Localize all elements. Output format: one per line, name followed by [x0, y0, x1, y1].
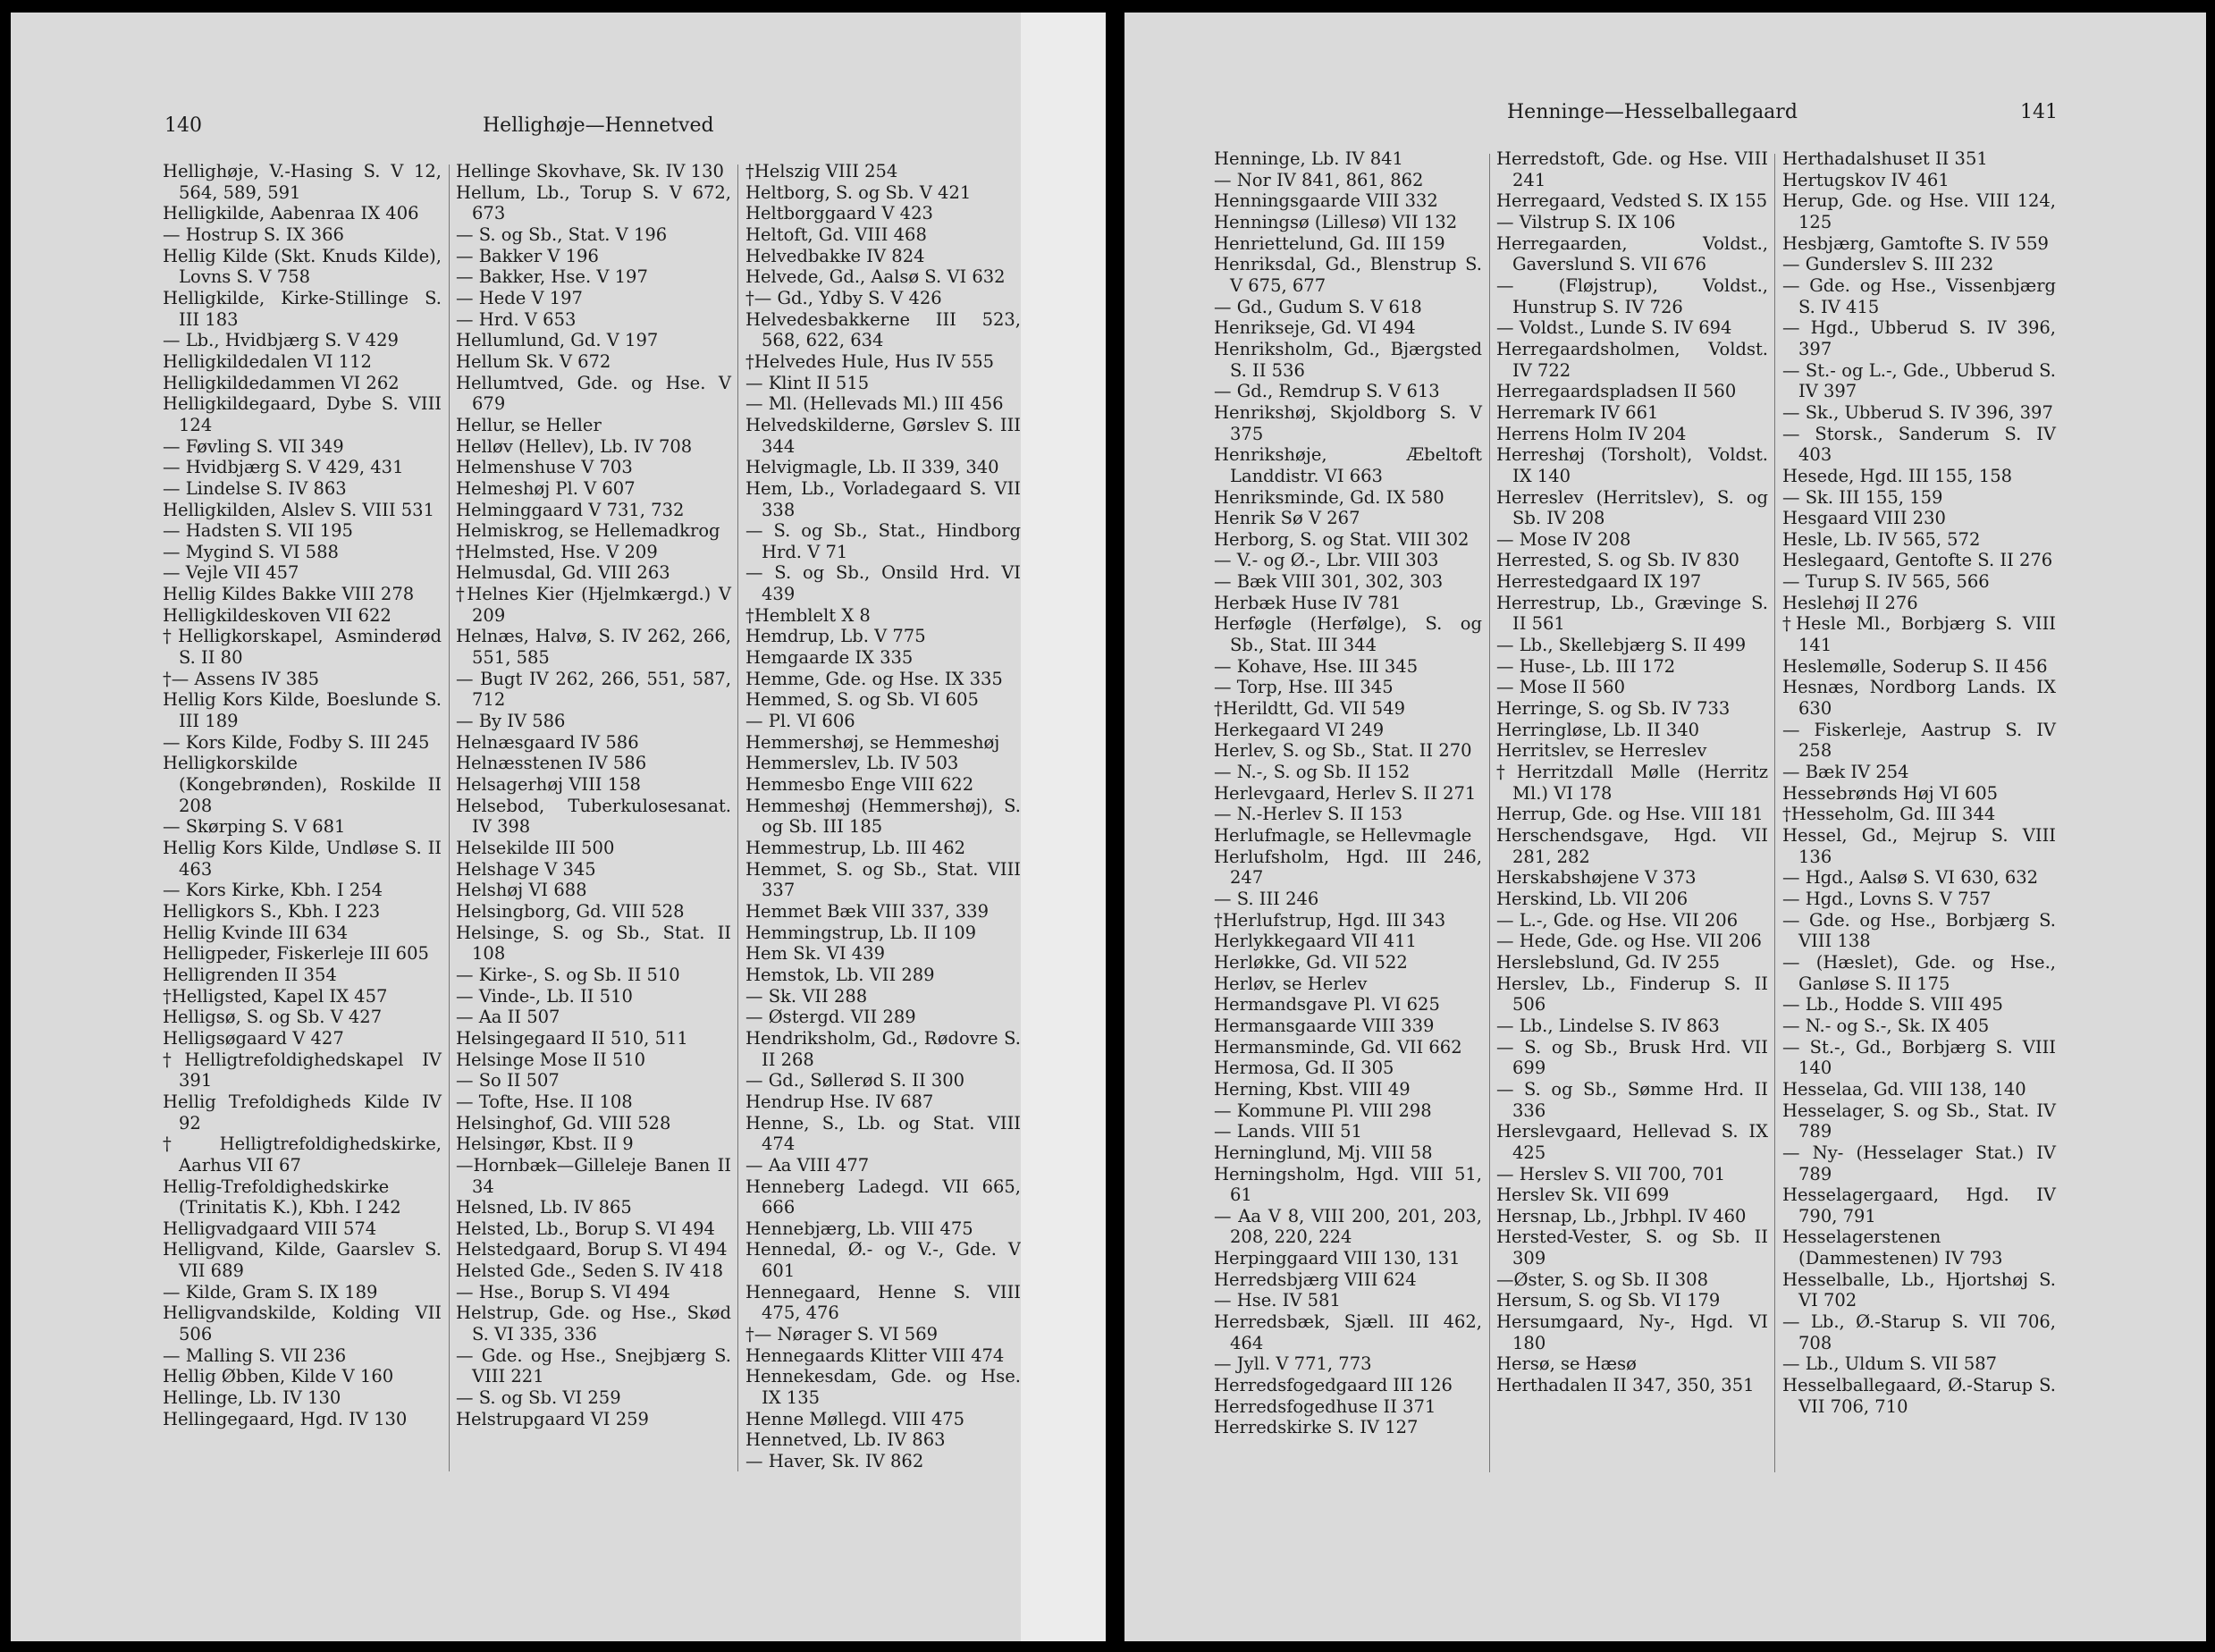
index-entry: Henneberg Ladegd. VII 665, 666 — [745, 1176, 1021, 1218]
index-entry: Hellig Kildes Bakke VIII 278 — [163, 584, 415, 605]
index-entry: Hemmestrup, Lb. III 462 — [745, 838, 966, 858]
index-entry: — Kilde, Gram S. IX 189 — [163, 1281, 378, 1302]
index-entry: Helligkors S., Kbh. I 223 — [163, 900, 381, 922]
index-entry: Hendriksholm, Gd., Rødovre S. II 268 — [745, 1027, 1021, 1070]
index-entry: Herregaardspladsen II 560 — [1496, 381, 1737, 402]
index-entry: Hessel, Gd., Mejrup S. VIII 136 — [1782, 825, 2056, 867]
index-entry: Helshage V 345 — [456, 858, 596, 880]
index-entry: — Aa V 8, VIII 200, 201, 203, 208, 220, 224 — [1214, 1205, 1482, 1248]
index-entry: — Nor IV 841, 861, 862 — [1214, 169, 1424, 190]
column-rule — [1489, 154, 1490, 1472]
index-entry: — Voldst., Lunde S. IV 694 — [1496, 317, 1732, 339]
index-entry: Hemmerslev, Lb. IV 503 — [745, 753, 959, 774]
index-column — [163, 161, 442, 1429]
index-entry: — Aa VIII 477 — [745, 1154, 870, 1176]
index-entry: — S. III 246 — [1214, 888, 1319, 909]
index-entry: Herningsholm, Hgd. VIII 51, 61 — [1214, 1163, 1482, 1206]
index-entry: — Lb., Ø.-Starup S. VII 706, 708 — [1782, 1311, 2056, 1353]
index-entry: — S. og Sb., Onsild Hrd. VI 439 — [745, 562, 1021, 605]
index-entry: — Gd., Remdrup S. V 613 — [1214, 381, 1440, 402]
index-entry: Herrens Holm IV 204 — [1496, 423, 1687, 444]
index-entry: — Gde. og Hse., Borbjærg S. VIII 138 — [1782, 909, 2056, 952]
index-entry: Hersnap, Lb., Jrbhpl. IV 460 — [1496, 1205, 1747, 1226]
index-entry: Heltoft, Gd. VIII 468 — [745, 223, 927, 245]
index-entry: Herskind, Lb. VII 206 — [1496, 888, 1689, 909]
page-number: 140 — [164, 114, 202, 137]
index-entry: — Vilstrup S. IX 106 — [1496, 211, 1676, 232]
index-entry: Herslebslund, Gd. IV 255 — [1496, 951, 1721, 973]
index-entry: — St.-, Gd., Borbjærg S. VIII 140 — [1782, 1036, 2056, 1079]
index-entry: — Hostrup S. IX 366 — [163, 223, 344, 245]
index-entry: Hermansminde, Gd. VII 662 — [1214, 1036, 1462, 1058]
index-entry: Heslegaard, Gentofte S. II 276 — [1782, 550, 2053, 571]
index-entry: Hemmet Bæk VIII 337, 339 — [745, 900, 990, 922]
index-entry: — Gde. og Hse., Snejbjærg S. VIII 221 — [456, 1344, 731, 1387]
index-entry: Helligkildeskoven VII 622 — [163, 604, 392, 626]
index-entry: Helligsøgaard V 427 — [163, 1027, 344, 1049]
index-entry: Herskabshøjene V 373 — [1496, 867, 1697, 889]
index-entry: Hellig Kors Kilde, Undløse S. II 463 — [163, 838, 442, 880]
index-entry: Herlufmagle, se Hellevmagle — [1214, 825, 1472, 846]
index-column — [1496, 148, 1768, 1396]
index-entry: Hellig-Trefoldighedskirke (Trinitatis K.), Kbh. I 242 — [163, 1176, 401, 1218]
index-entry: — Kirke-, S. og Sb. II 510 — [456, 964, 680, 985]
index-entry: Helligvand, Kilde, Gaarslev S. VII 689 — [163, 1239, 442, 1282]
index-entry: — Ny- (Hesselager Stat.) IV 789 — [1782, 1142, 2056, 1184]
running-head: Hellighøje—Hennetved — [483, 114, 714, 137]
index-entry: — Sk. III 155, 159 — [1782, 486, 1943, 508]
index-entry: Herpinggaard VIII 130, 131 — [1214, 1248, 1461, 1269]
index-entry: Hesbjærg, Gamtofte S. IV 559 — [1782, 232, 2049, 254]
index-entry: Hennekesdam, Gde. og Hse. IX 135 — [745, 1366, 1021, 1409]
index-entry: Helsinge Mose II 510 — [456, 1049, 646, 1070]
index-column — [745, 161, 1021, 1472]
index-entry: Hermosa, Gd. II 305 — [1214, 1058, 1394, 1079]
index-entry: Henrikshøje, Æbeltoft Landdistr. VI 663 — [1214, 444, 1482, 486]
index-entry: — S. og Sb., Stat. V 196 — [456, 223, 668, 245]
index-entry: Helsinghof, Gd. VIII 528 — [456, 1112, 671, 1134]
index-entry: Herringløse, Lb. II 340 — [1496, 719, 1700, 740]
index-entry: Henninge, Lb. IV 841 — [1214, 148, 1403, 169]
index-entry: — Gd., Søllerød S. II 300 — [745, 1070, 965, 1092]
index-entry: — Gd., Gudum S. V 618 — [1214, 296, 1422, 317]
index-entry: †Helnes Kier (Hjelmkærgd.) V 209 — [456, 584, 731, 626]
index-entry: Helligkilde, Aabenraa IX 406 — [163, 203, 419, 224]
index-entry: Herlykkegaard VII 411 — [1214, 931, 1417, 952]
right-page — [1124, 13, 2206, 1641]
index-entry: Hemmesbo Enge VIII 622 — [745, 774, 974, 796]
index-entry: — Pl. VI 606 — [745, 711, 855, 732]
index-entry: — Fiskerleje, Aastrup S. IV 258 — [1782, 719, 2056, 762]
index-entry: †Helligtrefoldighedskapel IV 391 — [163, 1049, 442, 1092]
index-entry: Henriksholm, Gd., Bjærgsted S. II 536 — [1214, 338, 1482, 381]
index-entry: Helshøj VI 688 — [456, 880, 587, 901]
index-entry: — (Hæslet), Gde. og Hse., Ganløse S. II 175 — [1782, 951, 2056, 994]
index-entry: Herrestrup, Lb., Grævinge S. II 561 — [1496, 592, 1768, 635]
index-entry: — Lands. VIII 51 — [1214, 1121, 1362, 1142]
index-entry: — Sk. VII 288 — [745, 985, 868, 1007]
index-entry: Helsingegaard II 510, 511 — [456, 1027, 688, 1049]
index-entry: Hellumtved, Gde. og Hse. V 679 — [456, 372, 731, 415]
index-entry: Henrikshøj, Skjoldborg S. V 375 — [1214, 401, 1482, 444]
index-entry: Hersted-Vester, S. og Sb. II 309 — [1496, 1226, 1768, 1269]
column-rule — [1774, 154, 1775, 1472]
index-entry: — By IV 586 — [456, 711, 566, 732]
index-entry: Herredskirke S. IV 127 — [1214, 1417, 1419, 1438]
index-entry: Helligkorskilde (Kongebrønden), Roskilde II 208 — [163, 753, 442, 816]
column-rule — [449, 164, 450, 1471]
index-entry: Hennedal, Ø.- og V.-, Gde. V 601 — [745, 1239, 1021, 1282]
index-entry: Herning, Kbst. VIII 49 — [1214, 1078, 1411, 1100]
index-entry: — Mose II 560 — [1496, 677, 1625, 698]
index-entry: Helligvadgaard VIII 574 — [163, 1218, 377, 1239]
index-entry: Hellig Kvinde III 634 — [163, 922, 349, 943]
index-entry: Helløv (Hellev), Lb. IV 708 — [456, 435, 693, 457]
index-entry: Herregaarden, Voldst., Gaverslund S. VII 676 — [1496, 232, 1768, 275]
index-entry: Helligkildegaard, Dybe S. VIII 124 — [163, 393, 442, 435]
index-entry: — S. og Sb. VI 259 — [456, 1387, 621, 1409]
index-entry: Helstrup, Gde. og Hse., Skød S. VI 335, 336 — [456, 1302, 731, 1345]
index-entry: Helligkilden, Alslev S. VIII 531 — [163, 499, 434, 520]
index-entry: Helnæsstenen IV 586 — [456, 753, 647, 774]
index-entry: Hennebjærg, Lb. VIII 475 — [745, 1218, 973, 1239]
index-entry: — Hrd. V 653 — [456, 308, 577, 330]
index-entry: Herredsbæk, Sjæll. III 462, 464 — [1214, 1311, 1482, 1353]
index-entry: †Hesle Ml., Borbjærg S. VIII 141 — [1782, 613, 2056, 656]
index-entry: — Gde. og Hse., Vissenbjærg S. IV 415 — [1782, 274, 2056, 317]
index-entry: — (Fløjstrup), Voldst., Hunstrup S. IV 726 — [1496, 274, 1768, 317]
index-entry: — Sk., Ubberud S. IV 396, 397 — [1782, 401, 2053, 423]
index-entry: Herup, Gde. og Hse. VIII 124, 125 — [1782, 190, 2056, 232]
index-entry: — Bæk IV 254 — [1782, 762, 1909, 783]
index-entry: Hesselagergaard, Hgd. IV 790, 791 — [1782, 1184, 2056, 1226]
index-entry: Herslev Sk. VII 699 — [1496, 1184, 1670, 1206]
index-entry: †Hesseholm, Gd. III 344 — [1782, 804, 1996, 825]
index-column — [1782, 148, 2056, 1417]
left-page — [11, 13, 1021, 1641]
index-entry: — Klint II 515 — [745, 372, 870, 393]
index-entry: — Bæk VIII 301, 302, 303 — [1214, 571, 1444, 593]
index-entry: Helligrenden II 354 — [163, 964, 337, 985]
index-entry: Herthadalshuset II 351 — [1782, 148, 1988, 169]
index-entry: Herregaardsholmen, Voldst. IV 722 — [1496, 338, 1768, 381]
index-entry: Helligsø, S. og Sb. V 427 — [163, 1007, 383, 1028]
index-entry: — Gunderslev S. III 232 — [1782, 254, 1994, 275]
index-entry: — Tofte, Hse. II 108 — [456, 1091, 633, 1112]
index-entry: — Kors Kirke, Kbh. I 254 — [163, 880, 383, 901]
index-entry: — Ml. (Hellevads Ml.) III 456 — [745, 393, 1004, 415]
index-entry: Heltborg, S. og Sb. V 421 — [745, 181, 972, 203]
index-entry: Hertugskov IV 461 — [1782, 169, 1950, 190]
index-entry: Helstedgaard, Borup S. VI 494 — [456, 1239, 728, 1260]
index-entry: — Aa II 507 — [456, 1007, 560, 1028]
index-entry: Helligkildedalen VI 112 — [163, 350, 372, 372]
index-entry: Hellighøje, V.-Hasing S. V 12, 564, 589, 591 — [163, 161, 442, 203]
index-entry: Helligkildedammen VI 262 — [163, 372, 400, 393]
index-entry: — Skørping S. V 681 — [163, 816, 346, 838]
index-entry: Hemstok, Lb. VII 289 — [745, 964, 935, 985]
index-entry: †— Assens IV 385 — [163, 668, 320, 689]
page-number: 141 — [2020, 101, 2058, 123]
index-entry: †Herlufstrup, Hgd. III 343 — [1214, 909, 1446, 931]
index-entry: Hellinge Skovhave, Sk. IV 130 — [456, 161, 724, 181]
index-entry: Helsinge, S. og Sb., Stat. II 108 — [456, 922, 731, 965]
index-entry: Hermansgaarde VIII 339 — [1214, 1015, 1435, 1036]
index-entry: Henne Møllegd. VIII 475 — [745, 1408, 965, 1429]
index-entry: — Lb., Hvidbjærg S. V 429 — [163, 330, 399, 351]
index-entry: Henriksminde, Gd. IX 580 — [1214, 486, 1444, 508]
index-entry: — Hse., Borup S. VI 494 — [456, 1281, 670, 1302]
index-entry: Herreshøj (Torsholt), Voldst. IX 140 — [1496, 444, 1768, 486]
index-entry: Hessebrønds Høj VI 605 — [1782, 782, 1999, 804]
index-entry: — S. og Sb., Sømme Hrd. II 336 — [1496, 1078, 1768, 1121]
index-entry: Herlev, S. og Sb., Stat. II 270 — [1214, 740, 1472, 762]
index-entry: Hem Sk. VI 439 — [745, 943, 886, 965]
index-entry: Heslehøj II 276 — [1782, 592, 1918, 613]
index-entry: Herslevgaard, Hellevad S. IX 425 — [1496, 1121, 1768, 1163]
index-entry: — N.-, S. og Sb. II 152 — [1214, 762, 1411, 783]
index-entry: Hemmingstrup, Lb. II 109 — [745, 922, 977, 943]
index-entry: — So II 507 — [456, 1070, 560, 1092]
index-entry: — Hede, Gde. og Hse. VII 206 — [1496, 931, 1762, 952]
index-entry: — Mose IV 208 — [1496, 528, 1631, 550]
index-entry: — Hgd., Ubberud S. IV 396, 397 — [1782, 317, 2056, 359]
index-entry: Herrested, S. og Sb. IV 830 — [1496, 550, 1739, 571]
index-entry: Henrik Sø V 267 — [1214, 508, 1360, 529]
index-entry: Hemdrup, Lb. V 775 — [745, 626, 926, 647]
index-entry: — Vejle VII 457 — [163, 562, 299, 584]
page-gutter — [1021, 13, 1106, 1641]
index-entry: — S. og Sb., Brusk Hrd. VII 699 — [1496, 1036, 1768, 1079]
index-entry: — Kohave, Hse. III 345 — [1214, 655, 1419, 677]
index-entry: †— Nørager S. VI 569 — [745, 1324, 939, 1345]
index-entry: Helsned, Lb. IV 865 — [456, 1197, 632, 1218]
index-entry: Herregaard, Vedsted S. IX 155 — [1496, 190, 1768, 212]
index-entry: Helnæsgaard IV 586 — [456, 731, 639, 753]
index-entry: — Lb., Skellebjærg S. II 499 — [1496, 635, 1747, 656]
index-entry: Hemme, Gde. og Hse. IX 335 — [745, 668, 1003, 689]
index-entry: Helligkilde, Kirke-Stillinge S. III 183 — [163, 287, 442, 330]
index-entry: Herlufsholm, Hgd. III 246, 247 — [1214, 846, 1482, 889]
index-entry: Herslev, Lb., Finderup S. II 506 — [1496, 973, 1768, 1016]
index-entry: Henningsø (Lillesø) VII 132 — [1214, 211, 1458, 232]
index-entry: Herbæk Huse IV 781 — [1214, 592, 1402, 613]
index-entry: Hemmershøj, se Hemmeshøj — [745, 731, 1000, 753]
index-entry: Helsagerhøj VIII 158 — [456, 774, 641, 796]
index-entry: Hemmeshøj (Hemmershøj), S. og Sb. III 185 — [745, 795, 1021, 838]
index-entry: — Kommune Pl. VIII 298 — [1214, 1100, 1432, 1121]
index-entry: Helsebod, Tuberkulosesanat. IV 398 — [456, 795, 731, 838]
index-entry: — S. og Sb., Stat., Hindborg Hrd. V 71 — [745, 520, 1021, 562]
index-entry: — Hgd., Aalsø S. VI 630, 632 — [1782, 867, 2039, 889]
index-entry: — St.- og L.-, Gde., Ubberud S. IV 397 — [1782, 359, 2056, 402]
column-rule — [737, 164, 738, 1471]
index-entry: Helsingborg, Gd. VIII 528 — [456, 900, 685, 922]
index-entry: — Storsk., Sanderum S. IV 403 — [1782, 423, 2056, 466]
index-entry: Hermandsgave Pl. VI 625 — [1214, 994, 1440, 1016]
index-entry: Hersø, se Hæsø — [1496, 1353, 1637, 1375]
index-entry: Hennegaards Klitter VIII 474 — [745, 1344, 1005, 1366]
index-entry: †Helvedes Hule, Hus IV 555 — [745, 350, 995, 372]
index-entry: †Helligsted, Kapel IX 457 — [163, 985, 388, 1007]
index-entry: Herkegaard VI 249 — [1214, 719, 1385, 740]
index-entry: Helvedskilderne, Gørslev S. III 344 — [745, 414, 1021, 457]
index-entry: Hesle, Lb. IV 565, 572 — [1782, 528, 1981, 550]
index-entry: — Bugt IV 262, 266, 551, 587, 712 — [456, 668, 731, 711]
index-entry: Hellig Trefoldigheds Kilde IV 92 — [163, 1091, 442, 1134]
index-entry: †Helmsted, Hse. V 209 — [456, 541, 658, 562]
index-entry: — Hede V 197 — [456, 287, 583, 308]
index-entry: Helmenshuse V 703 — [456, 457, 633, 478]
index-entry: Herredsfogedhuse II 371 — [1214, 1395, 1436, 1417]
index-entry: — Kors Kilde, Fodby S. III 245 — [163, 731, 430, 753]
index-entry: Hellum, Lb., Torup S. V 672, 673 — [456, 181, 731, 224]
index-entry: Hellumlund, Gd. V 197 — [456, 330, 659, 351]
index-entry: — Bakker V 196 — [456, 245, 599, 266]
index-entry: Hesnæs, Nordborg Lands. IX 630 — [1782, 677, 2056, 720]
index-entry: Helmiskrog, se Hellemadkrog — [456, 520, 720, 542]
index-entry: Hem, Lb., Vorladegaard S. VII 338 — [745, 477, 1021, 520]
index-entry: — Østergd. VII 289 — [745, 1007, 916, 1028]
index-entry: Herremark IV 661 — [1496, 401, 1659, 423]
index-entry: Herredsfogedgaard III 126 — [1214, 1375, 1453, 1396]
index-entry: Hendrup Hse. IV 687 — [745, 1091, 934, 1112]
index-entry: — Bakker, Hse. V 197 — [456, 266, 648, 288]
index-entry: Hennegaard, Henne S. VIII 475, 476 — [745, 1281, 1021, 1324]
index-entry: — Lindelse S. IV 863 — [163, 477, 347, 499]
index-entry: — Hvidbjærg S. V 429, 431 — [163, 457, 404, 478]
index-entry: †Helligkorskapel, Asminderød S. II 80 — [163, 626, 442, 669]
index-entry: — Haver, Sk. IV 862 — [745, 1451, 924, 1472]
index-entry: — Vinde-, Lb. II 510 — [456, 985, 633, 1007]
index-entry: Hellur, se Heller — [456, 414, 602, 435]
index-entry: Henne, S., Lb. og Stat. VIII 474 — [745, 1112, 1021, 1155]
index-entry: — Herslev S. VII 700, 701 — [1496, 1163, 1726, 1184]
index-entry: Herthadalen II 347, 350, 351 — [1496, 1375, 1755, 1396]
index-entry: Helsingør, Kbst. II 9 — [456, 1134, 634, 1155]
index-entry: Herredstoft, Gde. og Hse. VIII 241 — [1496, 148, 1768, 190]
index-entry: Hesede, Hgd. III 155, 158 — [1782, 465, 2013, 486]
index-entry: Hellig Kilde (Skt. Knuds Kilde), Lovns S. V 758 — [163, 245, 442, 288]
index-column — [456, 161, 731, 1429]
index-entry: Herborg, S. og Stat. VIII 302 — [1214, 528, 1470, 550]
index-entry: Hesselballegaard, Ø.-Starup S. VII 706, 710 — [1782, 1375, 2056, 1417]
index-entry: Henriettelund, Gd. III 159 — [1214, 232, 1445, 254]
index-entry: Helstrupgaard VI 259 — [456, 1408, 649, 1429]
index-entry: Helligvandskilde, Kolding VII 506 — [163, 1302, 442, 1345]
index-entry: Herføgle (Herfølge), S. og Sb., Stat. III 344 — [1214, 613, 1482, 656]
index-entry: Helvedesbakkerne III 523, 568, 622, 634 — [745, 308, 1021, 351]
index-entry: —Hornbæk—Gilleleje Banen II 34 — [456, 1154, 731, 1197]
index-entry: — Torp, Hse. III 345 — [1214, 677, 1394, 698]
index-entry: — Malling S. VII 236 — [163, 1344, 347, 1366]
index-entry: —Øster, S. og Sb. II 308 — [1496, 1268, 1708, 1290]
index-entry: †Helligtrefoldighedskirke, Aarhus VII 67 — [163, 1134, 442, 1176]
index-entry: — Lb., Uldum S. VII 587 — [1782, 1353, 1998, 1375]
index-entry: Hersumgaard, Ny-, Hgd. VI 180 — [1496, 1311, 1768, 1353]
index-entry: Herrup, Gde. og Hse. VIII 181 — [1496, 804, 1764, 825]
index-entry: — Lb., Hodde S. VIII 495 — [1782, 994, 2003, 1016]
index-entry: Hesselballe, Lb., Hjortshøj S. VI 702 — [1782, 1268, 2056, 1311]
index-entry: — Jyll. V 771, 773 — [1214, 1353, 1372, 1375]
index-entry: — Hgd., Lovns S. V 757 — [1782, 888, 1992, 909]
index-entry: Herschendsgave, Hgd. VII 281, 282 — [1496, 825, 1768, 867]
index-entry: — L.-, Gde. og Hse. VII 206 — [1496, 909, 1739, 931]
index-entry: Herringe, S. og Sb. IV 733 — [1496, 698, 1731, 720]
index-entry: Helsekilde III 500 — [456, 838, 615, 858]
index-entry: Helsted, Lb., Borup S. VI 494 — [456, 1218, 715, 1239]
index-entry: Herlevgaard, Herlev S. II 271 — [1214, 782, 1477, 804]
index-entry: Heslemølle, Soderup S. II 456 — [1782, 655, 2048, 677]
index-entry: — Turup S. IV 565, 566 — [1782, 571, 1990, 593]
index-entry: Hemmet, S. og Sb., Stat. VIII 337 — [745, 858, 1021, 901]
index-column — [1214, 148, 1482, 1438]
index-entry: Heltborggaard V 423 — [745, 203, 933, 224]
index-entry: †Hemblelt X 8 — [745, 604, 871, 626]
index-entry: Herritslev, se Herreslev — [1496, 740, 1707, 762]
index-entry: †Herildtt, Gd. VII 549 — [1214, 698, 1406, 720]
index-entry: Herninglund, Mj. VIII 58 — [1214, 1142, 1433, 1163]
index-entry: †Herritzdall Mølle (Herritz Ml.) VI 178 — [1496, 762, 1768, 804]
index-entry: Herredsbjærg VIII 624 — [1214, 1268, 1417, 1290]
index-entry: Hellig Kors Kilde, Boeslunde S. III 189 — [163, 689, 442, 732]
index-entry: Henriksdal, Gd., Blenstrup S. V 675, 677 — [1214, 254, 1482, 296]
index-entry: Helsted Gde., Seden S. IV 418 — [456, 1260, 723, 1282]
index-entry: Helminggaard V 731, 732 — [456, 499, 685, 520]
index-entry: †— Gd., Ydby S. V 426 — [745, 287, 942, 308]
index-entry: — N.-Herlev S. II 153 — [1214, 804, 1403, 825]
index-entry: Hemmed, S. og Sb. VI 605 — [745, 689, 979, 711]
index-entry: †Helszig VIII 254 — [745, 161, 898, 181]
index-entry: — Huse-, Lb. III 172 — [1496, 655, 1676, 677]
index-entry: Hellum Sk. V 672 — [456, 350, 611, 372]
index-entry: Henningsgaarde VIII 332 — [1214, 190, 1438, 212]
index-entry: Helvedbakke IV 824 — [745, 245, 925, 266]
index-entry: Hellig Øbben, Kilde V 160 — [163, 1366, 394, 1387]
index-entry: Hesselaa, Gd. VIII 138, 140 — [1782, 1078, 2026, 1100]
running-head: Henninge—Hesselballegaard — [1507, 101, 1798, 123]
index-entry: Hellinge, Lb. IV 130 — [163, 1387, 341, 1409]
index-entry: Helnæs, Halvø, S. IV 262, 266, 551, 585 — [456, 626, 731, 669]
index-entry: — Føvling S. VII 349 — [163, 435, 344, 457]
index-entry: Hesselagerstenen (Dammestenen) IV 793 — [1782, 1226, 2003, 1269]
index-entry: Henrikseje, Gd. VI 494 — [1214, 317, 1416, 339]
index-entry: Hesgaard VIII 230 — [1782, 508, 1946, 529]
index-entry: Helvede, Gd., Aalsø S. VI 632 — [745, 266, 1006, 288]
index-entry: — V.- og Ø.-, Lbr. VIII 303 — [1214, 550, 1439, 571]
index-entry: Helvigmagle, Lb. II 339, 340 — [745, 457, 999, 478]
index-entry: Herrestedgaard IX 197 — [1496, 571, 1702, 593]
index-entry: Herløkke, Gd. VII 522 — [1214, 951, 1408, 973]
index-entry: Hennetved, Lb. IV 863 — [745, 1429, 946, 1451]
index-entry: Helligpeder, Fiskerleje III 605 — [163, 943, 429, 965]
index-entry: — Hadsten S. VII 195 — [163, 520, 353, 542]
index-entry: Hellingegaard, Hgd. IV 130 — [163, 1408, 408, 1429]
index-entry: — Hse. IV 581 — [1214, 1290, 1341, 1311]
index-entry: Hersum, S. og Sb. VI 179 — [1496, 1290, 1721, 1311]
index-entry: Helmusdal, Gd. VIII 263 — [456, 562, 670, 584]
index-entry: Herreslev (Herritslev), S. og Sb. IV 208 — [1496, 486, 1768, 529]
index-entry: Hesselager, S. og Sb., Stat. IV 789 — [1782, 1100, 2056, 1142]
index-entry: — Lb., Lindelse S. IV 863 — [1496, 1015, 1720, 1036]
index-entry: — N.- og S.-, Sk. IX 405 — [1782, 1015, 1990, 1036]
index-entry: Helmeshøj Pl. V 607 — [456, 477, 636, 499]
index-entry: Hemgaarde IX 335 — [745, 647, 914, 669]
index-entry: — Mygind S. VI 588 — [163, 541, 339, 562]
index-entry: Herløv, se Herlev — [1214, 973, 1368, 994]
